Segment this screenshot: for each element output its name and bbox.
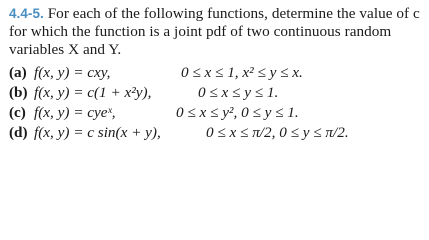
problem-number: 4.4-5. xyxy=(9,6,44,21)
part-function: f(x, y) = cyeˣ, xyxy=(34,103,116,121)
part-label: (a) xyxy=(9,63,27,81)
parts-list xyxy=(9,63,423,143)
part-label: (c) xyxy=(9,103,26,121)
part-d xyxy=(9,123,423,143)
part-label: (b) xyxy=(9,83,28,101)
part-function: f(x, y) = cxy, xyxy=(34,63,111,81)
part-function: f(x, y) = c(1 + x²y), xyxy=(34,83,152,101)
part-domain: 0 ≤ x ≤ y ≤ 1. xyxy=(198,83,279,101)
part-domain: 0 ≤ x ≤ y², 0 ≤ y ≤ 1. xyxy=(176,103,299,121)
problem-text: For each of the following functions, determine the value of c for which the function is a joint pdf of two continuous random variables X and Y. xyxy=(9,5,420,59)
part-domain: 0 ≤ x ≤ π/2, 0 ≤ y ≤ π/2. xyxy=(206,123,349,141)
part-function: f(x, y) = c sin(x + y), xyxy=(34,123,161,141)
part-label: (d) xyxy=(9,123,28,141)
part-domain: 0 ≤ x ≤ 1, x² ≤ y ≤ x. xyxy=(181,63,303,81)
part-c xyxy=(9,103,423,123)
problem-statement xyxy=(9,5,423,60)
part-b xyxy=(9,83,423,103)
part-a xyxy=(9,63,423,83)
